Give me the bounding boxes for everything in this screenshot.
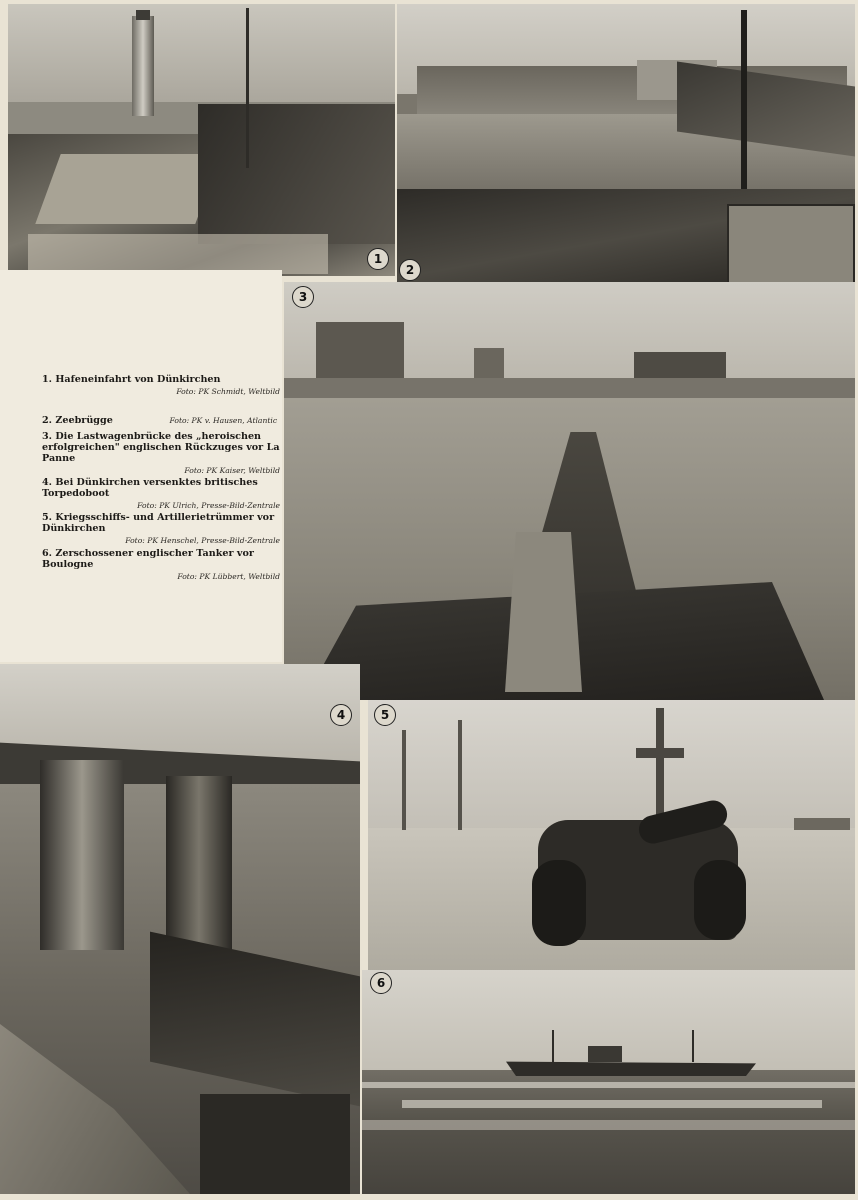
caption-4	[42, 477, 280, 510]
caption-2-title: 2. Zeebrügge	[42, 415, 113, 426]
caption-1-credit: Foto: PK Schmidt, Weltbild	[176, 387, 280, 396]
photo-1-dunkirk-harbour-entrance	[8, 4, 395, 276]
caption-5	[42, 512, 280, 545]
signal-tower	[656, 708, 664, 818]
photo-5-artillery-wreckage	[368, 700, 855, 973]
ruined-building	[316, 322, 404, 382]
photo-number-badge: 1	[367, 248, 389, 270]
photo-3-truck-bridge-la-panne	[284, 282, 855, 700]
caption-1-title: 1. Hafeneinfahrt von Dünkirchen	[42, 374, 221, 385]
caption-6-title: 6. Zerschossener englischer Tanker vor Boulogne	[42, 548, 254, 570]
photo-number-badge: 3	[292, 286, 314, 308]
funnel	[40, 760, 124, 950]
caption-6	[42, 548, 280, 581]
caption-3-credit: Foto: PK Kaiser, Weltbild	[184, 466, 280, 475]
caption-5-credit: Foto: PK Henschel, Presse-Bild-Zentrale	[125, 536, 280, 545]
caption-2-credit: Foto: PK v. Hausen, Atlantic	[169, 416, 278, 425]
photo-4-sunken-torpedo-boat	[0, 664, 360, 1194]
photo-number-badge: 6	[370, 972, 392, 994]
lighthouse	[132, 16, 154, 116]
caption-4-credit: Foto: PK Ulrich, Presse-Bild-Zentrale	[137, 501, 280, 510]
caption-5-title: 5. Kriegsschiffs- und Artillerietrümmer vor Dünkirchen	[42, 512, 275, 534]
surf-waves	[362, 1082, 855, 1088]
photo-6-tanker-off-boulogne	[362, 970, 855, 1194]
photo-number-badge: 5	[374, 704, 396, 726]
caption-3	[42, 431, 280, 475]
caption-6-credit: Foto: PK Lübbert, Weltbild	[177, 572, 280, 581]
caption-4-title: 4. Bei Dünkirchen versenktes britisches Torpedoboot	[42, 477, 258, 499]
caption-3-title: 3. Die Lastwagenbrücke des „heroischen erfolgreichen" englischen Rückzuges vor La Panne	[42, 431, 280, 464]
photo-2-zeebrugge	[397, 4, 855, 287]
caption-1	[42, 374, 280, 396]
caption-2	[42, 408, 280, 427]
photo-number-badge: 4	[330, 704, 352, 726]
photo-number-badge: 2	[399, 259, 421, 281]
caption-panel	[0, 270, 282, 662]
